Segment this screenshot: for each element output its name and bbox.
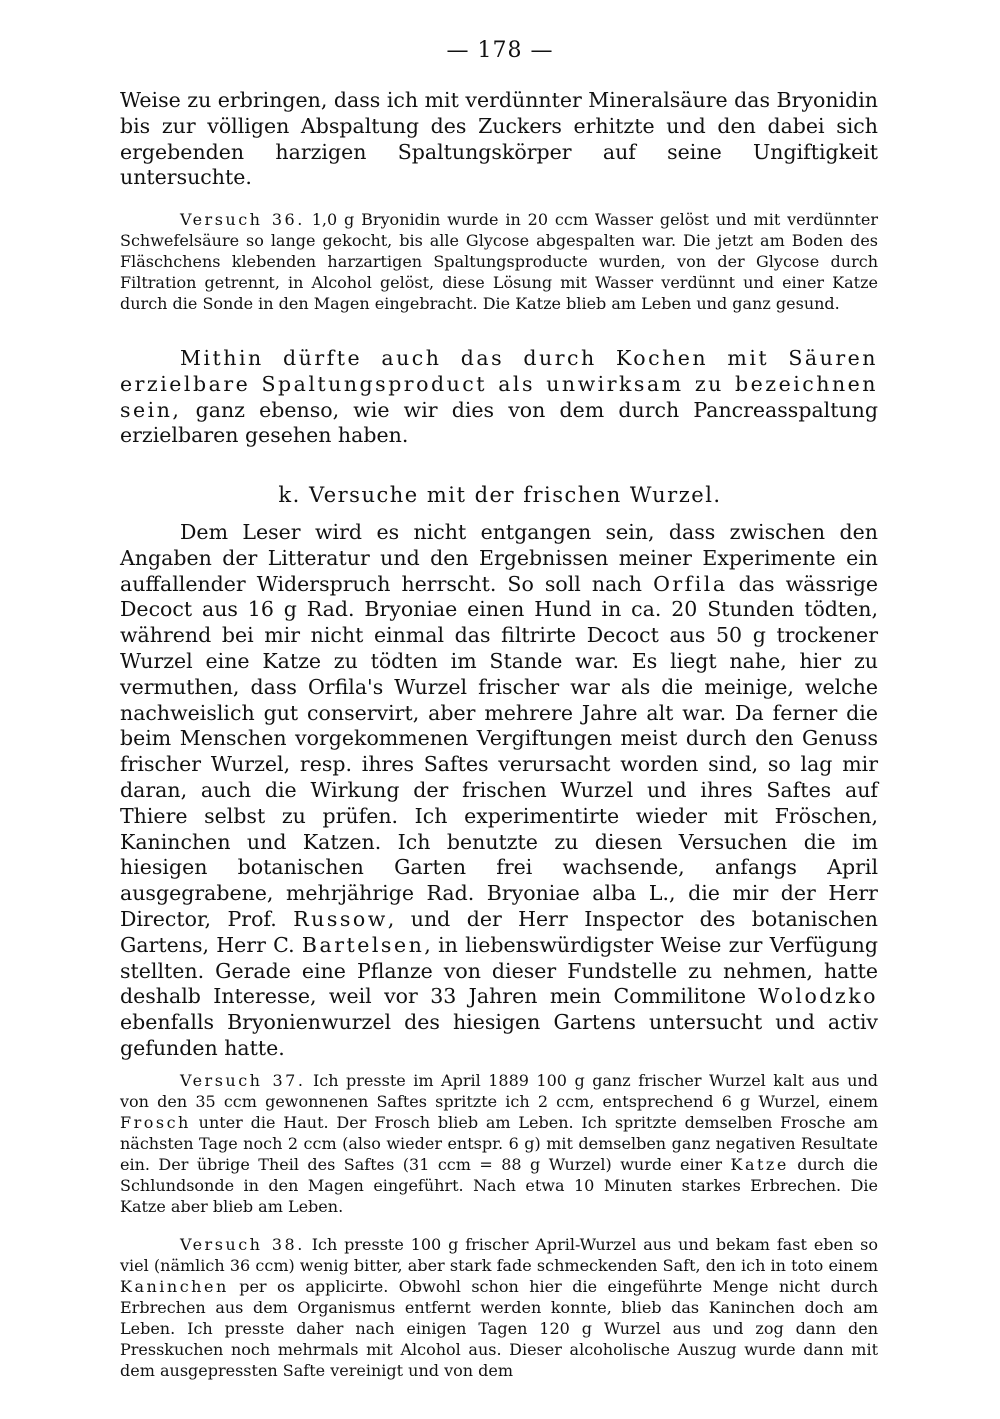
page-number: — 178 — (446, 38, 554, 63)
versuch-38-part-2: per os applicirte. Obwohl schon hier die eingeführte Menge nicht durch Erbrechen aus dem Organismus entfernt werden konnte, blieb das Kaninchen doch am Leben. Ich presste daher nach einigen Tagen 120 g Wurzel aus und zog dann den Presskuchen noch mehrmals mit Alcohol aus. Dieser alcoholische Auszug wurde dann mit dem ausgepressten Safte vereinigt und von dem (120, 1277, 878, 1380)
paragraph-conclusion (120, 346, 878, 449)
name-orfila: Orfila (653, 571, 728, 596)
versuch-38-label: Versuch 38. (180, 1235, 305, 1254)
versuch-36-body: 1,0 g Bryonidin wurde in 20 ccm Wasser gelöst und mit verdünnter Schwefelsäure so lange gekocht, bis alle Glycose abgespalten war. Die jetzt am Boden des Fläschchens klebenden harzartigen Spaltungsproducte wurden, von der Glycose durch Filtration getrennt, in Alcohol gelöst, diese Lösung mit Wasser verdünnt und einer Katze durch die Sonde in den Magen eingebracht. Die Katze blieb am Leben und ganz gesund. (120, 210, 879, 313)
name-wolodzko: Wolodzko (758, 984, 878, 1009)
main-text-part-5: ebenfalls Bryonienwurzel des hiesigen Gartens untersucht und activ gefunden hatte. (120, 1010, 878, 1060)
name-russow: Russow (293, 906, 388, 931)
main-text-part-4: , in liebenswürdigster Weise zur Verfügung stellten. Gerade eine Pflanze von dieser Fundstelle zu nehmen, hatte deshalb Interesse, weil vor 33 Jahren mein Commilitone (120, 932, 878, 1009)
versuch-37-label: Versuch 37. (180, 1071, 306, 1090)
paragraph-intro (120, 88, 878, 191)
word-kaninchen: Kaninchen (120, 1277, 229, 1296)
versuch-36-text (120, 209, 878, 314)
versuch-37-text (120, 1070, 878, 1217)
word-katze: Katze (730, 1155, 789, 1174)
versuch-38-text (120, 1234, 878, 1381)
paragraph-main (120, 520, 878, 1062)
versuch-37 (120, 1070, 878, 1217)
main-text-part-1: Dem Leser wird es nicht entgangen sein, dass zwischen den Angaben der Litteratur und den Ergebnissen meiner Experimente ein auffallender Widerspruch herrscht. So soll nach (120, 520, 878, 596)
conclusion-rest-text: ganz ebenso, wie wir dies von dem durch Pancreasspaltung erzielbaren gesehen haben. (120, 397, 878, 448)
versuch-38 (120, 1234, 878, 1381)
section-heading: k. Versuche mit der frischen Wurzel. (278, 483, 722, 507)
name-bartelsen: Bartelsen (301, 932, 425, 957)
conclusion-spaced-text: Mithin dürfte auch das durch Kochen mit Säuren erzielbare Spaltungsproduct als unwirksam zu bezeichnen sein, (120, 346, 878, 422)
versuch-36-label: Versuch 36. (180, 210, 305, 229)
word-frosch: Frosch (120, 1113, 191, 1132)
versuch-36 (120, 209, 878, 314)
main-text-part-3: , und der Herr Inspector des botanischen Gartens, Herr C. (120, 906, 878, 957)
versuch-37-part-3: durch die Schlundsonde in den Magen eingeführt. Nach etwa 10 Minuten starkes Erbrechen. Die Katze aber blieb am Leben. (120, 1155, 879, 1216)
paragraph-intro-text: Weise zu erbringen, dass ich mit verdünnter Mineralsäure das Bryonidin bis zur völligen Abspaltung des Zuckers erhitzte und den dabei sich ergebenden harzigen Spaltungskörper auf seine Ungiftigkeit untersuchte. (120, 88, 878, 190)
versuch-37-part-1: Ich presste im April 1889 100 g ganz frischer Wurzel kalt aus und von den 35 ccm gewonnenen Saftes spritzte ich 2 ccm, entsprechend 6 g Wurzel, einem (120, 1071, 879, 1111)
paragraph-conclusion-text (120, 346, 878, 449)
main-text-part-2: das wässrige Decoct aus 16 g Rad. Bryoniae einen Hund in ca. 20 Stunden tödten, während bei mir nicht einmal das filtrirte Decoct aus 50 g trockener Wurzel eine Katze zu tödten im Stande war. Es liegt nahe, hier zu vermuthen, dass Orfila's Wurzel frischer war als die meinige, welche nachweislich gut conservirt, aber mehrere Jahre alt war. Da ferner die beim Menschen vorgekommenen Vergiftungen meist durch den Genuss frischer Wurzel, resp. ihres Saftes verursacht worden sind, so lag mir daran, auch die Wirkung der frischen Wurzel und ihres Saftes auf Thiere selbst zu prüfen. Ich experimentirte wieder mit Fröschen, Kaninchen und Katzen. Ich benutzte zu diesen Versuchen die im hiesigen botanischen Garten frei wachsende, anfangs April ausgegrabene, mehrjährige Rad. Bryoniae alba L., die mir der Herr Director, Prof. (120, 571, 878, 931)
versuch-38-part-1: Ich presste 100 g frischer April-Wurzel aus und bekam fast eben so viel (nämlich 36 ccm) wenig bitter, aber stark fade schmeckenden Saft, den ich in toto einem (120, 1235, 879, 1275)
paragraph-main-text (120, 520, 878, 1062)
versuch-37-part-2: unter die Haut. Der Frosch blieb am Leben. Ich spritzte demselben Frosche am nächsten Tage noch 2 ccm (also wieder entspr. 6 g) mit demselben ganz negativen Resultate ein. Der übrige Theil des Saftes (31 ccm = 88 g Wurzel) wurde einer (120, 1113, 878, 1174)
